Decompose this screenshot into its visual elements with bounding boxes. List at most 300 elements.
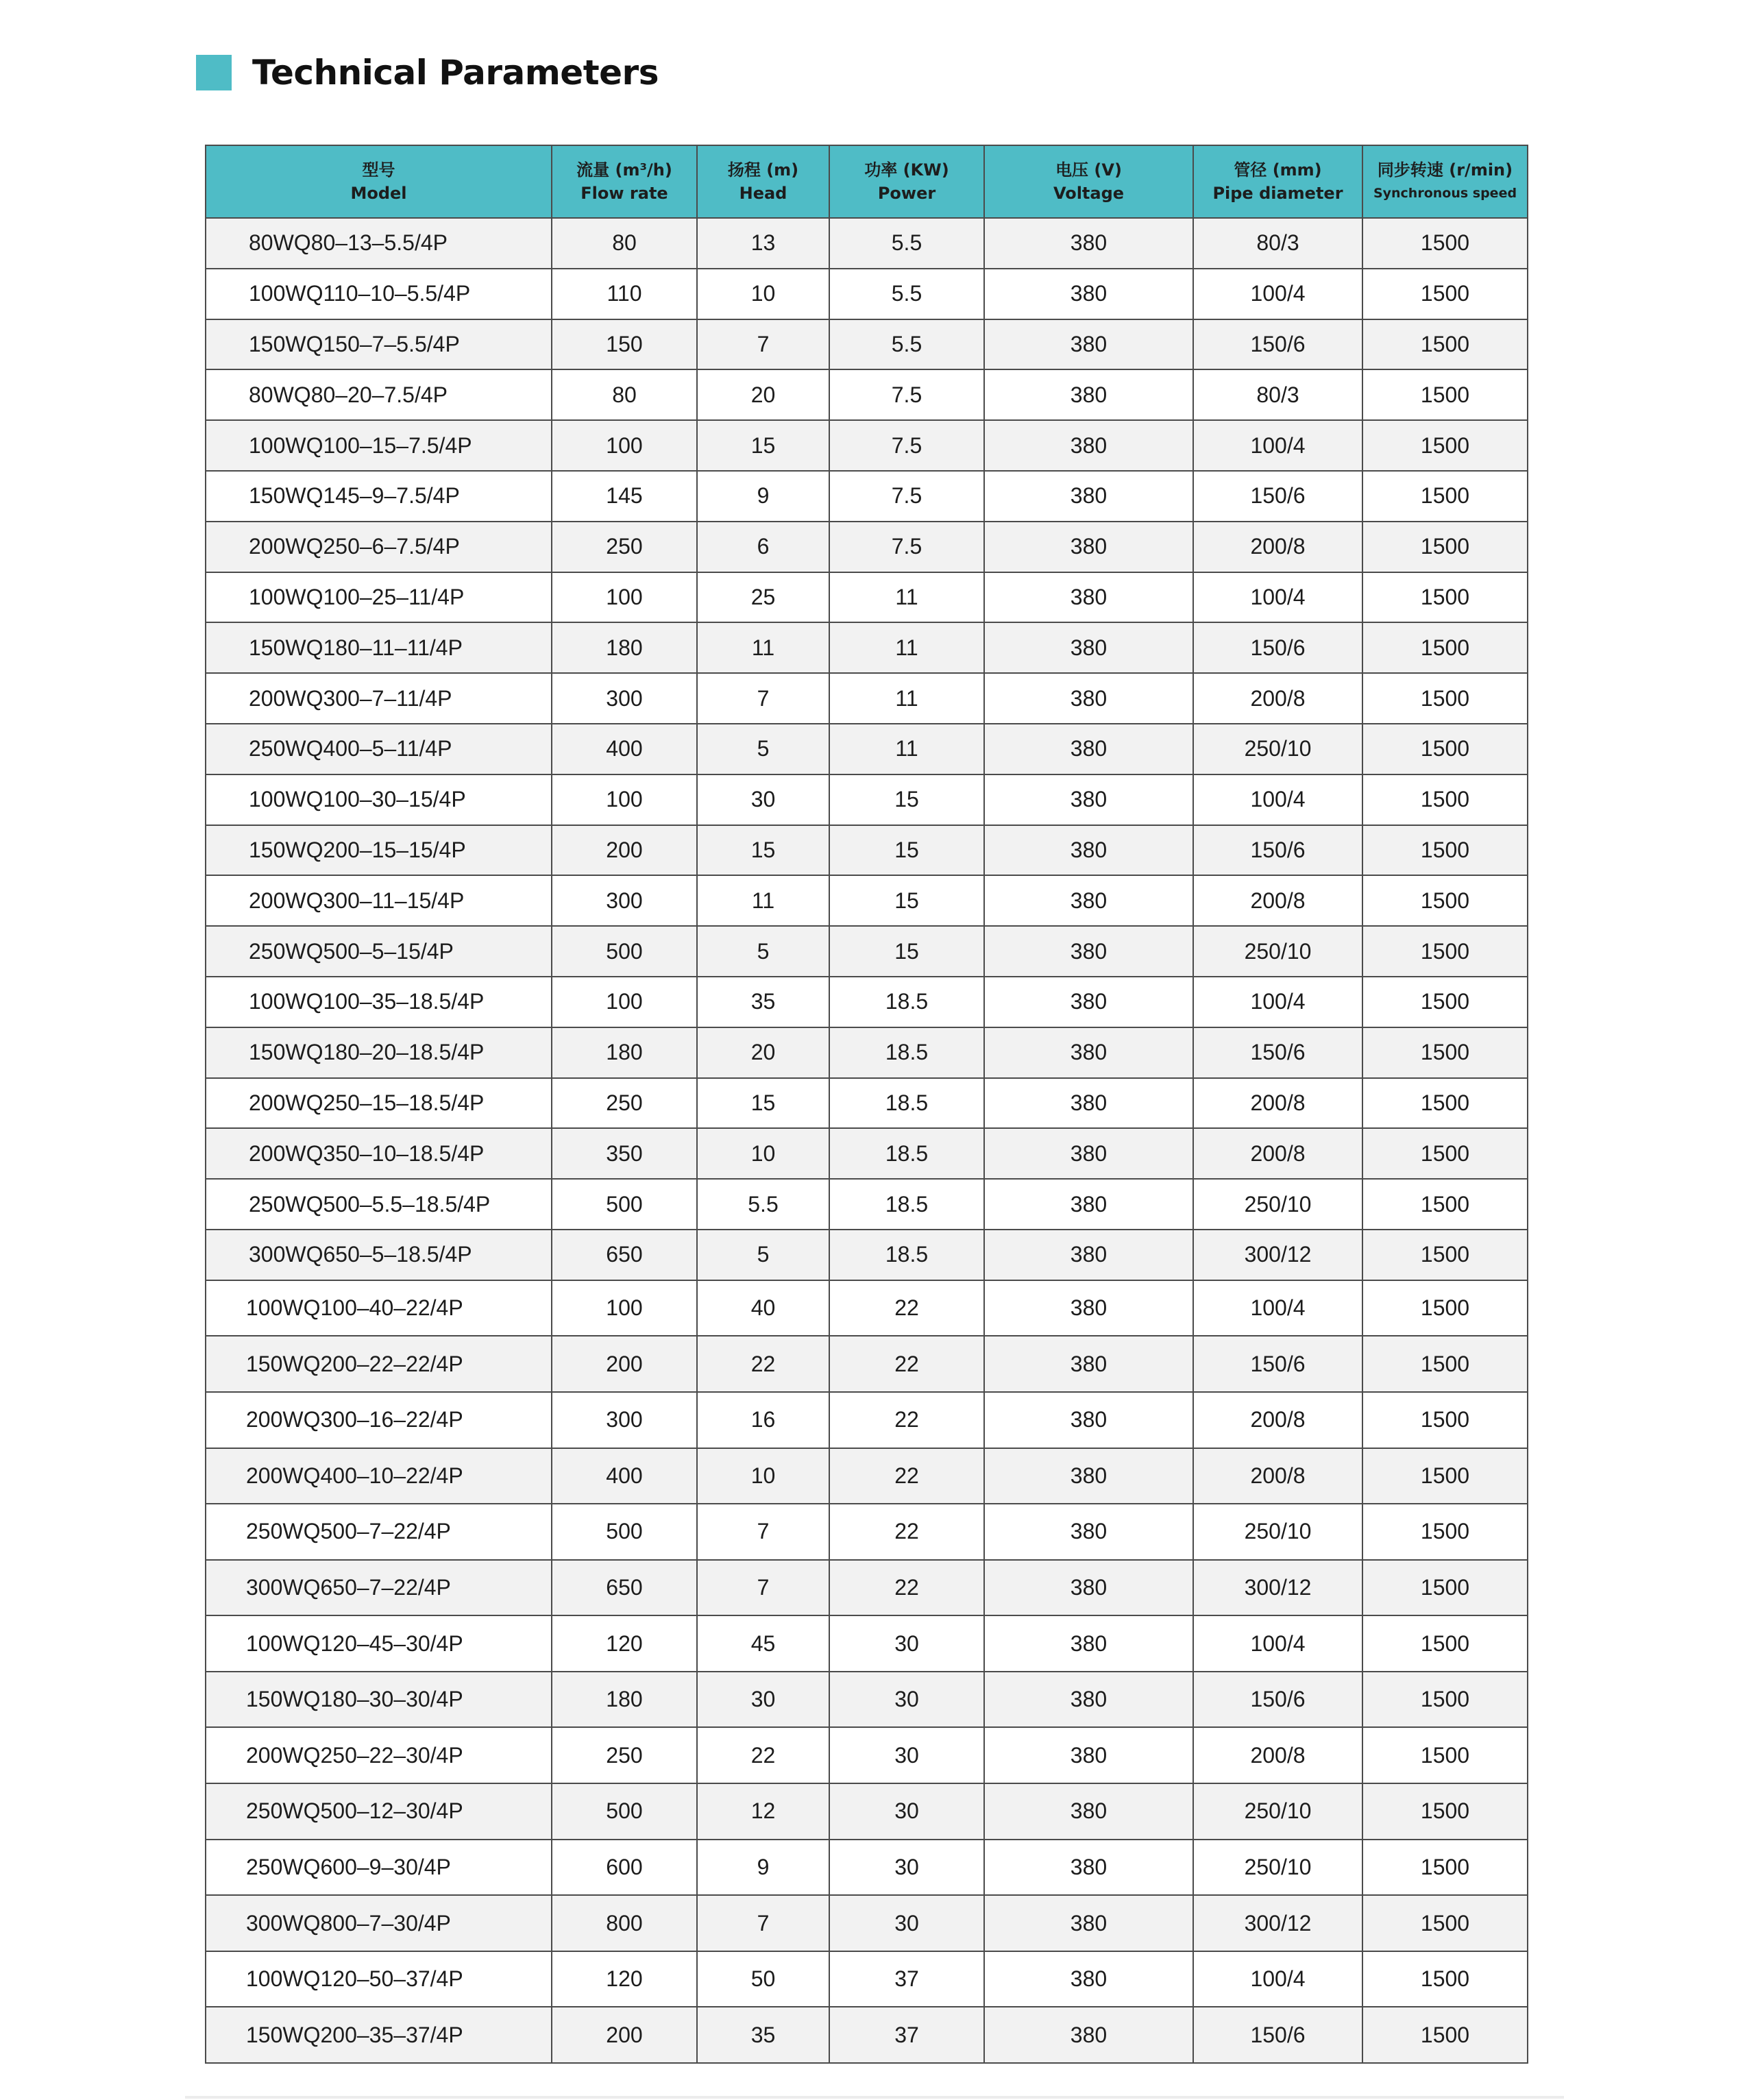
cell-model: 80WQ80–13–5.5/4P [206, 218, 552, 269]
cell-flow-rate: 120 [552, 1615, 697, 1672]
cell-synchronous-speed: 1500 [1362, 1951, 1528, 2007]
cell-synchronous-speed: 1500 [1362, 522, 1528, 572]
header-row [206, 145, 1528, 218]
cell-synchronous-speed: 1500 [1362, 1504, 1528, 1560]
header-head-cn: 扬程 (m) [727, 160, 799, 180]
header-pipe-diameter-en: Pipe diameter [1212, 184, 1343, 203]
cell-synchronous-speed: 1500 [1362, 977, 1528, 1027]
page-heading [196, 52, 659, 93]
cell-voltage: 380 [984, 522, 1193, 572]
cell-head: 5 [697, 1230, 829, 1280]
cell-power: 5.5 [829, 218, 984, 269]
cell-model: 100WQ100–35–18.5/4P [206, 977, 552, 1027]
cell-flow-rate: 600 [552, 1840, 697, 1896]
cell-flow-rate: 800 [552, 1895, 697, 1951]
cell-power: 15 [829, 875, 984, 926]
table-row [206, 1027, 1528, 1078]
cell-flow-rate: 80 [552, 218, 697, 269]
cell-power: 18.5 [829, 1179, 984, 1230]
cell-model: 300WQ800–7–30/4P [206, 1895, 552, 1951]
cell-power: 5.5 [829, 269, 984, 319]
table-row [206, 2007, 1528, 2063]
cell-model: 100WQ110–10–5.5/4P [206, 269, 552, 319]
cell-pipe-diameter: 100/4 [1193, 420, 1362, 471]
cell-model: 100WQ100–40–22/4P [206, 1280, 552, 1336]
cell-head: 15 [697, 1078, 829, 1129]
table-row [206, 319, 1528, 370]
table-row [206, 1504, 1528, 1560]
cell-head: 25 [697, 572, 829, 623]
cell-model: 150WQ200–15–15/4P [206, 825, 552, 876]
cell-flow-rate: 145 [552, 471, 697, 522]
cell-synchronous-speed: 1500 [1362, 1672, 1528, 1728]
cell-voltage: 380 [984, 1179, 1193, 1230]
cell-model: 100WQ100–30–15/4P [206, 774, 552, 825]
table-row [206, 1895, 1528, 1951]
cell-head: 9 [697, 471, 829, 522]
cell-synchronous-speed: 1500 [1362, 1840, 1528, 1896]
cell-head: 35 [697, 977, 829, 1027]
cell-flow-rate: 100 [552, 572, 697, 623]
table-row [206, 622, 1528, 673]
cell-head: 15 [697, 825, 829, 876]
cell-voltage: 380 [984, 319, 1193, 370]
cell-flow-rate: 300 [552, 1392, 697, 1448]
table-header [206, 145, 1528, 218]
cell-pipe-diameter: 200/8 [1193, 1448, 1362, 1504]
cell-pipe-diameter: 300/12 [1193, 1230, 1362, 1280]
cell-power: 11 [829, 622, 984, 673]
table-row [206, 420, 1528, 471]
cell-voltage: 380 [984, 825, 1193, 876]
cell-head: 50 [697, 1951, 829, 2007]
cell-head: 11 [697, 875, 829, 926]
cell-synchronous-speed: 1500 [1362, 1280, 1528, 1336]
table-row [206, 1560, 1528, 1616]
heading-accent-square [196, 55, 232, 90]
cell-synchronous-speed: 1500 [1362, 572, 1528, 623]
cell-head: 5 [697, 724, 829, 774]
cell-pipe-diameter: 250/10 [1193, 724, 1362, 774]
cell-model: 100WQ100–25–11/4P [206, 572, 552, 623]
cell-model: 150WQ180–11–11/4P [206, 622, 552, 673]
cell-head: 10 [697, 1448, 829, 1504]
cell-pipe-diameter: 150/6 [1193, 825, 1362, 876]
cell-voltage: 380 [984, 1951, 1193, 2007]
header-model-en: Model [350, 184, 407, 203]
cell-pipe-diameter: 200/8 [1193, 1392, 1362, 1448]
cell-flow-rate: 100 [552, 420, 697, 471]
cell-pipe-diameter: 100/4 [1193, 977, 1362, 1027]
cell-voltage: 380 [984, 1783, 1193, 1840]
cell-voltage: 380 [984, 774, 1193, 825]
cell-flow-rate: 500 [552, 926, 697, 977]
cell-synchronous-speed: 1500 [1362, 1615, 1528, 1672]
cell-flow-rate: 500 [552, 1783, 697, 1840]
cell-synchronous-speed: 1500 [1362, 1560, 1528, 1616]
cell-voltage: 380 [984, 926, 1193, 977]
cell-head: 45 [697, 1615, 829, 1672]
table-row [206, 977, 1528, 1027]
cell-pipe-diameter: 200/8 [1193, 1078, 1362, 1129]
cell-head: 22 [697, 1727, 829, 1783]
cell-head: 7 [697, 319, 829, 370]
cell-model: 150WQ180–20–18.5/4P [206, 1027, 552, 1078]
cell-pipe-diameter: 250/10 [1193, 1840, 1362, 1896]
cell-flow-rate: 250 [552, 1727, 697, 1783]
cell-flow-rate: 180 [552, 622, 697, 673]
cell-voltage: 380 [984, 1078, 1193, 1129]
cell-voltage: 380 [984, 1615, 1193, 1672]
cell-pipe-diameter: 150/6 [1193, 1336, 1362, 1392]
cell-power: 22 [829, 1504, 984, 1560]
cell-model: 200WQ300–11–15/4P [206, 875, 552, 926]
cell-power: 37 [829, 2007, 984, 2063]
cell-model: 250WQ500–5–15/4P [206, 926, 552, 977]
header-model-cn: 型号 [362, 160, 395, 180]
cell-pipe-diameter: 150/6 [1193, 319, 1362, 370]
cell-flow-rate: 100 [552, 977, 697, 1027]
cell-pipe-diameter: 100/4 [1193, 1951, 1362, 2007]
cell-pipe-diameter: 200/8 [1193, 1727, 1362, 1783]
table-row [206, 1448, 1528, 1504]
cell-head: 7 [697, 673, 829, 724]
cell-power: 30 [829, 1727, 984, 1783]
column-header-pipe-diameter [1193, 145, 1362, 218]
cell-synchronous-speed: 1500 [1362, 1392, 1528, 1448]
cell-head: 7 [697, 1504, 829, 1560]
cell-voltage: 380 [984, 269, 1193, 319]
cell-head: 12 [697, 1783, 829, 1840]
cell-head: 11 [697, 622, 829, 673]
cell-voltage: 380 [984, 977, 1193, 1027]
cell-power: 18.5 [829, 1128, 984, 1179]
cell-flow-rate: 400 [552, 724, 697, 774]
cell-synchronous-speed: 1500 [1362, 1128, 1528, 1179]
cell-voltage: 380 [984, 471, 1193, 522]
cell-voltage: 380 [984, 1504, 1193, 1560]
cell-pipe-diameter: 150/6 [1193, 1672, 1362, 1728]
cell-voltage: 380 [984, 1230, 1193, 1280]
cell-pipe-diameter: 300/12 [1193, 1560, 1362, 1616]
cell-head: 35 [697, 2007, 829, 2063]
cell-voltage: 380 [984, 673, 1193, 724]
cell-head: 5 [697, 926, 829, 977]
column-header-power [829, 145, 984, 218]
cell-power: 22 [829, 1280, 984, 1336]
header-voltage-en: Voltage [1053, 184, 1125, 203]
cell-power: 7.5 [829, 522, 984, 572]
cell-voltage: 380 [984, 1727, 1193, 1783]
cell-power: 15 [829, 926, 984, 977]
header-synchronous-speed-cn: 同步转速 (r/min) [1377, 160, 1513, 180]
cell-model: 200WQ350–10–18.5/4P [206, 1128, 552, 1179]
cell-head: 5.5 [697, 1179, 829, 1230]
cell-flow-rate: 150 [552, 319, 697, 370]
cell-voltage: 380 [984, 1895, 1193, 1951]
cell-synchronous-speed: 1500 [1362, 2007, 1528, 2063]
cell-power: 22 [829, 1560, 984, 1616]
cell-power: 30 [829, 1615, 984, 1672]
cell-model: 100WQ120–45–30/4P [206, 1615, 552, 1672]
column-header-voltage [984, 145, 1193, 218]
cell-synchronous-speed: 1500 [1362, 875, 1528, 926]
cell-pipe-diameter: 100/4 [1193, 269, 1362, 319]
cell-power: 18.5 [829, 1027, 984, 1078]
cell-flow-rate: 100 [552, 1280, 697, 1336]
table-row [206, 1078, 1528, 1129]
header-flow-rate-en: Flow rate [580, 184, 668, 203]
cell-flow-rate: 250 [552, 522, 697, 572]
header-pipe-diameter-cn: 管径 (mm) [1234, 160, 1322, 180]
cell-flow-rate: 110 [552, 269, 697, 319]
cell-power: 30 [829, 1840, 984, 1896]
cell-model: 150WQ200–22–22/4P [206, 1336, 552, 1392]
cell-model: 200WQ300–7–11/4P [206, 673, 552, 724]
cell-head: 30 [697, 774, 829, 825]
cell-pipe-diameter: 150/6 [1193, 471, 1362, 522]
cell-flow-rate: 180 [552, 1027, 697, 1078]
cell-synchronous-speed: 1500 [1362, 319, 1528, 370]
cell-synchronous-speed: 1500 [1362, 1078, 1528, 1129]
cell-synchronous-speed: 1500 [1362, 724, 1528, 774]
column-header-synchronous-speed [1362, 145, 1528, 218]
cell-voltage: 380 [984, 1336, 1193, 1392]
table-row [206, 1230, 1528, 1280]
cell-voltage: 380 [984, 1280, 1193, 1336]
cell-pipe-diameter: 80/3 [1193, 218, 1362, 269]
cell-head: 30 [697, 1672, 829, 1728]
table-row [206, 269, 1528, 319]
cell-synchronous-speed: 1500 [1362, 825, 1528, 876]
cell-flow-rate: 350 [552, 1128, 697, 1179]
cell-pipe-diameter: 150/6 [1193, 622, 1362, 673]
cell-flow-rate: 500 [552, 1179, 697, 1230]
cell-pipe-diameter: 300/12 [1193, 1895, 1362, 1951]
table-row [206, 1615, 1528, 1672]
cell-power: 30 [829, 1895, 984, 1951]
cell-flow-rate: 500 [552, 1504, 697, 1560]
cell-pipe-diameter: 250/10 [1193, 926, 1362, 977]
cell-voltage: 380 [984, 875, 1193, 926]
cell-model: 100WQ120–50–37/4P [206, 1951, 552, 2007]
cell-power: 22 [829, 1392, 984, 1448]
table-row [206, 522, 1528, 572]
cell-model: 200WQ400–10–22/4P [206, 1448, 552, 1504]
table-row [206, 724, 1528, 774]
table-row [206, 926, 1528, 977]
cell-synchronous-speed: 1500 [1362, 1179, 1528, 1230]
cell-model: 250WQ500–7–22/4P [206, 1504, 552, 1560]
cell-model: 200WQ250–22–30/4P [206, 1727, 552, 1783]
cell-flow-rate: 180 [552, 1672, 697, 1728]
cell-synchronous-speed: 1500 [1362, 1027, 1528, 1078]
cell-power: 37 [829, 1951, 984, 2007]
cell-power: 18.5 [829, 1230, 984, 1280]
cell-flow-rate: 80 [552, 369, 697, 420]
cell-voltage: 380 [984, 572, 1193, 623]
cell-pipe-diameter: 100/4 [1193, 1615, 1362, 1672]
cell-head: 20 [697, 369, 829, 420]
cell-synchronous-speed: 1500 [1362, 774, 1528, 825]
table-row [206, 218, 1528, 269]
cell-head: 10 [697, 269, 829, 319]
cell-flow-rate: 200 [552, 825, 697, 876]
table-row [206, 875, 1528, 926]
cell-model: 300WQ650–5–18.5/4P [206, 1230, 552, 1280]
cell-power: 7.5 [829, 420, 984, 471]
cell-flow-rate: 250 [552, 1078, 697, 1129]
cell-head: 22 [697, 1336, 829, 1392]
header-head-en: Head [739, 184, 787, 203]
table-row [206, 1840, 1528, 1896]
header-synchronous-speed-en: Synchronous speed [1373, 186, 1517, 201]
cell-synchronous-speed: 1500 [1362, 1895, 1528, 1951]
header-power-cn: 功率 (KW) [864, 160, 949, 180]
table-row [206, 1951, 1528, 2007]
cell-voltage: 380 [984, 369, 1193, 420]
table-row [206, 1179, 1528, 1230]
cell-power: 5.5 [829, 319, 984, 370]
cell-model: 300WQ650–7–22/4P [206, 1560, 552, 1616]
cell-flow-rate: 300 [552, 673, 697, 724]
table-row [206, 1392, 1528, 1448]
table-body [206, 218, 1528, 2063]
cell-power: 15 [829, 774, 984, 825]
cell-power: 7.5 [829, 471, 984, 522]
table-row [206, 572, 1528, 623]
cell-head: 13 [697, 218, 829, 269]
cell-power: 18.5 [829, 1078, 984, 1129]
cell-power: 22 [829, 1336, 984, 1392]
table-row [206, 1672, 1528, 1728]
cell-synchronous-speed: 1500 [1362, 471, 1528, 522]
cell-pipe-diameter: 250/10 [1193, 1783, 1362, 1840]
cell-model: 200WQ300–16–22/4P [206, 1392, 552, 1448]
cell-voltage: 380 [984, 1672, 1193, 1728]
cell-voltage: 380 [984, 218, 1193, 269]
cell-synchronous-speed: 1500 [1362, 369, 1528, 420]
cell-model: 150WQ200–35–37/4P [206, 2007, 552, 2063]
cell-pipe-diameter: 200/8 [1193, 1128, 1362, 1179]
cell-model: 150WQ180–30–30/4P [206, 1672, 552, 1728]
cell-synchronous-speed: 1500 [1362, 622, 1528, 673]
cell-head: 20 [697, 1027, 829, 1078]
cell-flow-rate: 200 [552, 2007, 697, 2063]
cell-power: 11 [829, 673, 984, 724]
table-row [206, 471, 1528, 522]
header-voltage-cn: 电压 (V) [1055, 160, 1122, 180]
cell-head: 16 [697, 1392, 829, 1448]
cell-head: 6 [697, 522, 829, 572]
cell-power: 7.5 [829, 369, 984, 420]
table-row [206, 1727, 1528, 1783]
cell-model: 250WQ500–12–30/4P [206, 1783, 552, 1840]
cell-model: 150WQ145–9–7.5/4P [206, 471, 552, 522]
column-header-model [206, 145, 552, 218]
cell-voltage: 380 [984, 1560, 1193, 1616]
cell-power: 30 [829, 1783, 984, 1840]
cell-voltage: 380 [984, 1840, 1193, 1896]
page-title: Technical Parameters [252, 53, 659, 93]
cell-model: 200WQ250–15–18.5/4P [206, 1078, 552, 1129]
cell-synchronous-speed: 1500 [1362, 269, 1528, 319]
cell-power: 11 [829, 572, 984, 623]
cell-power: 18.5 [829, 977, 984, 1027]
cell-synchronous-speed: 1500 [1362, 926, 1528, 977]
cell-voltage: 380 [984, 2007, 1193, 2063]
cell-synchronous-speed: 1500 [1362, 1230, 1528, 1280]
cell-pipe-diameter: 200/8 [1193, 875, 1362, 926]
cell-voltage: 380 [984, 622, 1193, 673]
cell-model: 250WQ400–5–11/4P [206, 724, 552, 774]
cell-power: 30 [829, 1672, 984, 1728]
header-power-en: Power [877, 184, 936, 203]
cell-flow-rate: 650 [552, 1560, 697, 1616]
cell-flow-rate: 300 [552, 875, 697, 926]
cell-head: 10 [697, 1128, 829, 1179]
cell-synchronous-speed: 1500 [1362, 1336, 1528, 1392]
cell-pipe-diameter: 200/8 [1193, 673, 1362, 724]
cell-pipe-diameter: 80/3 [1193, 369, 1362, 420]
table-row [206, 1783, 1528, 1840]
technical-parameters-table [205, 145, 1528, 2064]
cell-flow-rate: 400 [552, 1448, 697, 1504]
table-row [206, 673, 1528, 724]
table-row [206, 774, 1528, 825]
cell-pipe-diameter: 250/10 [1193, 1504, 1362, 1560]
cell-synchronous-speed: 1500 [1362, 218, 1528, 269]
cell-synchronous-speed: 1500 [1362, 673, 1528, 724]
cell-voltage: 380 [984, 1392, 1193, 1448]
cell-voltage: 380 [984, 724, 1193, 774]
cell-model: 250WQ500–5.5–18.5/4P [206, 1179, 552, 1230]
column-header-head [697, 145, 829, 218]
cell-power: 15 [829, 825, 984, 876]
cell-pipe-diameter: 100/4 [1193, 572, 1362, 623]
cell-head: 7 [697, 1560, 829, 1616]
cell-head: 7 [697, 1895, 829, 1951]
cell-synchronous-speed: 1500 [1362, 1448, 1528, 1504]
cell-pipe-diameter: 100/4 [1193, 1280, 1362, 1336]
cell-pipe-diameter: 150/6 [1193, 2007, 1362, 2063]
cell-model: 200WQ250–6–7.5/4P [206, 522, 552, 572]
footer-divider [185, 2096, 1564, 2099]
cell-model: 100WQ100–15–7.5/4P [206, 420, 552, 471]
cell-synchronous-speed: 1500 [1362, 1727, 1528, 1783]
table-row [206, 1336, 1528, 1392]
cell-flow-rate: 100 [552, 774, 697, 825]
cell-model: 250WQ600–9–30/4P [206, 1840, 552, 1896]
cell-voltage: 380 [984, 420, 1193, 471]
cell-power: 11 [829, 724, 984, 774]
cell-flow-rate: 650 [552, 1230, 697, 1280]
cell-voltage: 380 [984, 1448, 1193, 1504]
cell-power: 22 [829, 1448, 984, 1504]
cell-model: 80WQ80–20–7.5/4P [206, 369, 552, 420]
cell-pipe-diameter: 250/10 [1193, 1179, 1362, 1230]
cell-voltage: 380 [984, 1027, 1193, 1078]
table-row [206, 1128, 1528, 1179]
cell-pipe-diameter: 100/4 [1193, 774, 1362, 825]
cell-voltage: 380 [984, 1128, 1193, 1179]
cell-synchronous-speed: 1500 [1362, 420, 1528, 471]
cell-head: 15 [697, 420, 829, 471]
cell-head: 40 [697, 1280, 829, 1336]
table-row [206, 825, 1528, 876]
cell-head: 9 [697, 1840, 829, 1896]
table-row [206, 369, 1528, 420]
